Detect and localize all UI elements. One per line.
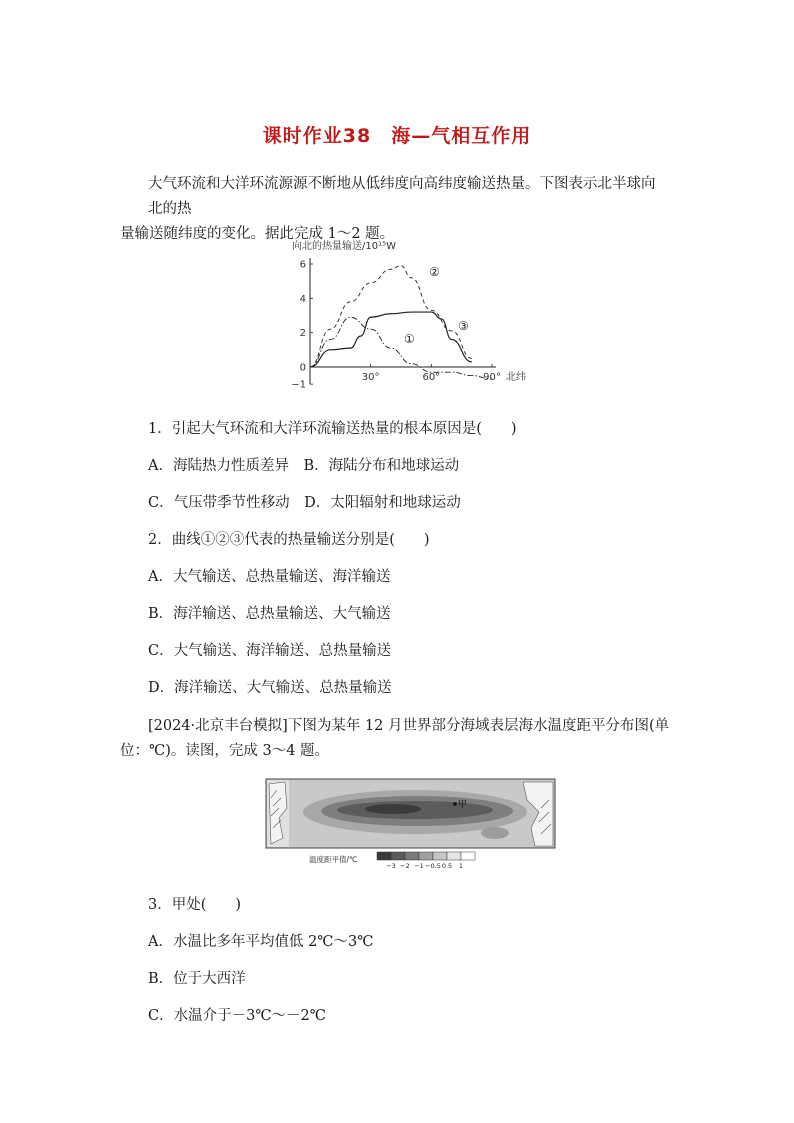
q2-option-b: B．海洋输送、总热量输送、大气输送 bbox=[148, 606, 391, 622]
q1-options-cd: C．气压带季节性移动 D．太阳辐射和地球运动 bbox=[148, 495, 461, 511]
legend-swatch bbox=[419, 852, 433, 860]
map-svg bbox=[265, 778, 557, 874]
x-axis-label: 北纬 bbox=[506, 372, 526, 383]
q2-stem: 2．曲线①②③代表的热量输送分别是( ) bbox=[148, 532, 430, 548]
legend-swatch bbox=[405, 852, 419, 860]
intro2-line-1: [2024·北京丰台模拟]下图为某年 12 月世界部分海域表层海水温度距平分布图(单 bbox=[148, 718, 670, 734]
legend-swatch bbox=[391, 852, 405, 860]
series-line-2 bbox=[310, 266, 472, 367]
x-tick-label: 30° bbox=[361, 372, 380, 383]
legend-swatch bbox=[461, 852, 475, 860]
legend-value: −1 bbox=[414, 862, 424, 870]
legend-value: 0.5 bbox=[441, 862, 453, 870]
sst-anomaly-map bbox=[265, 778, 557, 878]
q2-option-a: A．大气输送、总热量输送、海洋输送 bbox=[148, 569, 391, 585]
anomaly-patch bbox=[481, 827, 509, 839]
legend-value: −3 bbox=[386, 862, 396, 870]
marker-jia-label: 甲 bbox=[458, 800, 468, 810]
legend-value: 1 bbox=[458, 862, 464, 870]
legend-value: −0.5 bbox=[425, 862, 441, 870]
q2-option-d: D．海洋输送、大气输送、总热量输送 bbox=[148, 680, 392, 696]
q1-stem: 1．引起大气环流和大洋环流输送热量的根本原因是( ) bbox=[148, 421, 517, 437]
chart-svg bbox=[282, 236, 542, 388]
y-tick-label: 0 bbox=[299, 362, 306, 374]
q1-options-ab: A．海陆热力性质差异 B．海陆分布和地球运动 bbox=[148, 458, 460, 474]
heat-transport-chart bbox=[282, 236, 542, 392]
y-tick-label: 4 bbox=[299, 293, 306, 305]
legend-swatch bbox=[377, 852, 391, 860]
legend-title: 温度距平值/℃ bbox=[309, 855, 358, 864]
series-label-2: ② bbox=[429, 265, 440, 279]
x-tick-label: 60° bbox=[422, 372, 441, 383]
legend-value: −2 bbox=[400, 862, 410, 870]
legend-swatch bbox=[433, 852, 447, 860]
legend-scale bbox=[377, 852, 475, 870]
q3-stem: 3．甲处( ) bbox=[148, 897, 242, 913]
y-tick-label: 2 bbox=[299, 328, 306, 340]
q3-option-c: C．水温介于－3℃～－2℃ bbox=[148, 1008, 326, 1024]
series-label-1: ① bbox=[404, 332, 415, 346]
q3-option-b: B．位于大西洋 bbox=[148, 971, 246, 987]
anomaly-core bbox=[365, 804, 421, 814]
y-tick-label: −1 bbox=[291, 379, 306, 388]
legend-swatch bbox=[447, 852, 461, 860]
marker-jia-point bbox=[453, 802, 457, 806]
q2-option-c: C．大气输送、海洋输送、总热量输送 bbox=[148, 643, 392, 659]
x-tick-label: 90° bbox=[483, 372, 501, 383]
series-line-3 bbox=[310, 312, 472, 367]
q3-option-a: A．水温比多年平均值低 2℃～3℃ bbox=[148, 934, 374, 950]
y-tick-label: 6 bbox=[299, 259, 306, 271]
chart-ylabel: 向北的热量输送/10¹⁵W bbox=[292, 241, 396, 252]
intro2-line-2: 位：℃)。读图，完成 3～4 题。 bbox=[120, 743, 330, 759]
page-title: 课时作业38 海—气相互作用 bbox=[262, 125, 532, 147]
series-label-3: ③ bbox=[458, 319, 469, 333]
intro-line-1: 大气环流和大洋环流源源不断地从低纬度向高纬度输送热量。下图表示北半球向北的热 bbox=[148, 176, 656, 217]
intro-line-2: 量输送随纬度的变化。据此完成 1～2 题。 bbox=[120, 226, 395, 242]
